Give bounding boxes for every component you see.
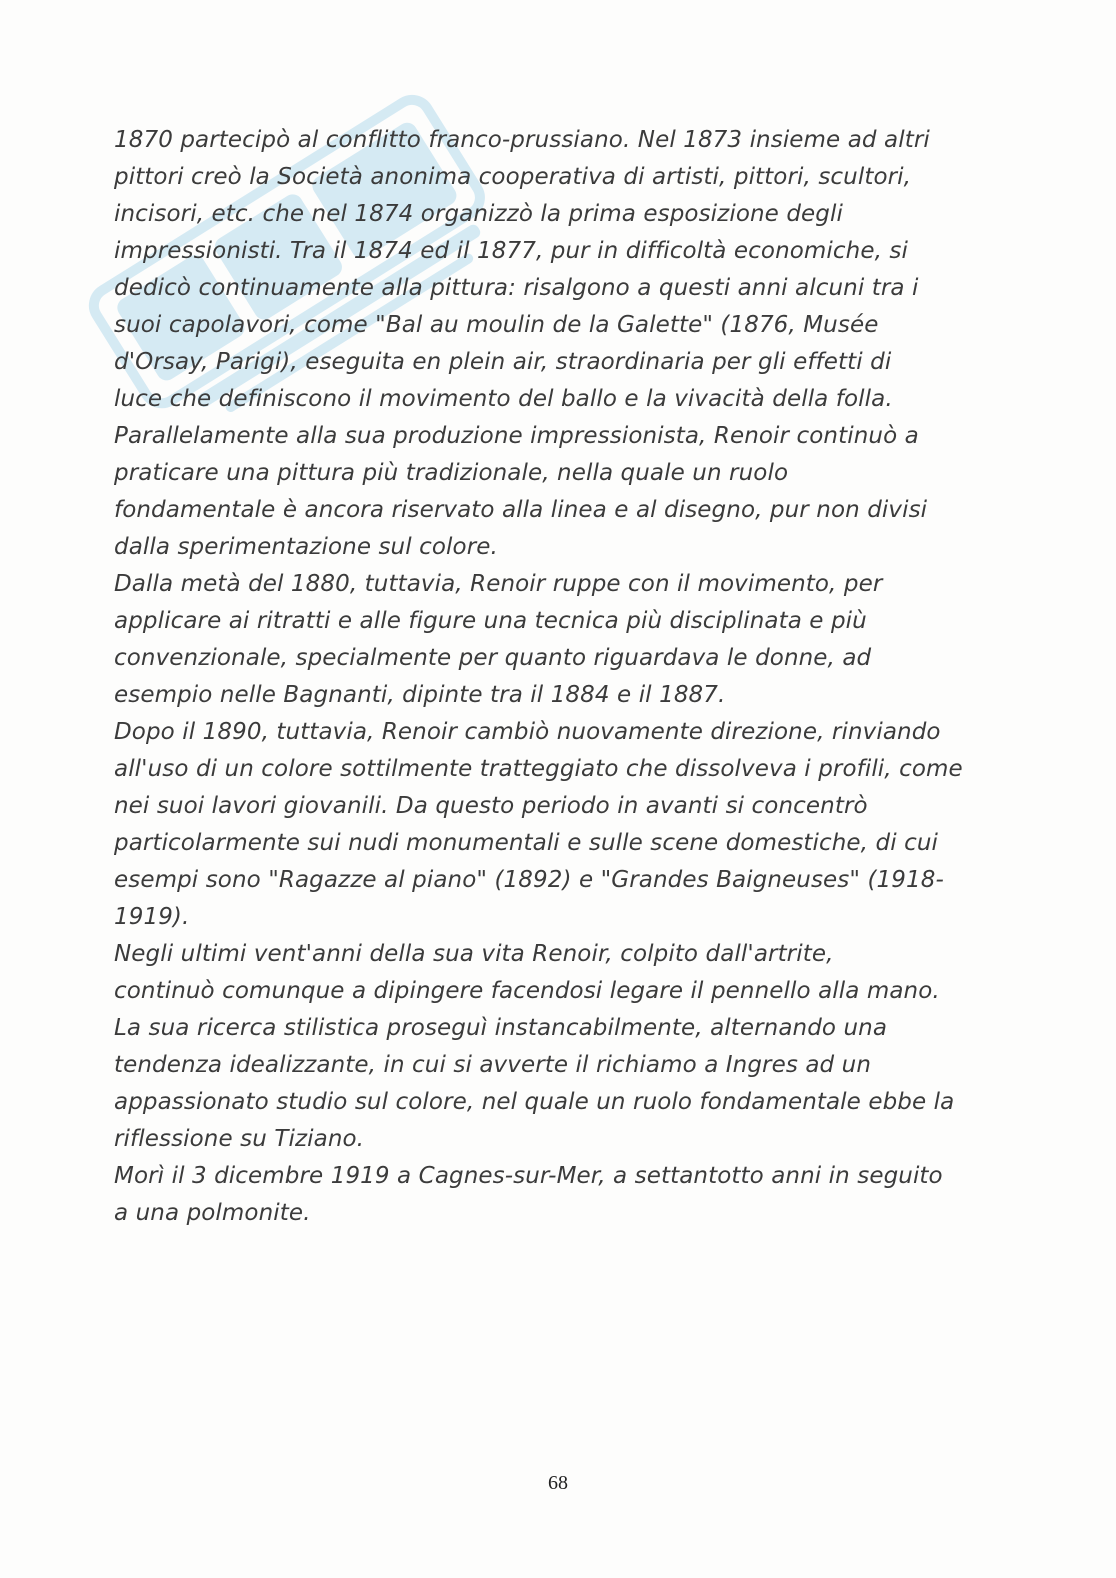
text-line: La sua ricerca stilistica proseguì instancabilmente, alternando una	[114, 1015, 888, 1041]
text-line: nei suoi lavori giovanili. Da questo periodo in avanti si concentrò	[114, 793, 868, 819]
text-line: 1870 partecipò al conflitto franco-prussiano. Nel 1873 insieme ad altri	[114, 127, 930, 153]
text-line: fondamentale è ancora riservato alla linea e al disegno, pur non divisi	[114, 497, 928, 523]
text-line: 1919).	[114, 904, 190, 930]
text-line: suoi capolavori, come "Bal au moulin de la Galette" (1876, Musée	[114, 312, 879, 338]
text-line: riflessione su Tiziano.	[114, 1126, 365, 1152]
text-line: dedicò continuamente alla pittura: risalgono a questi anni alcuni tra i	[114, 275, 919, 301]
text-line: all'uso di un colore sottilmente tratteggiato che dissolveva i profili, come	[114, 756, 963, 782]
text-line: applicare ai ritratti e alle figure una tecnica più disciplinata e più	[114, 608, 867, 634]
document-body	[114, 122, 1014, 1232]
text-line: praticare una pittura più tradizionale, nella quale un ruolo	[114, 460, 789, 486]
text-line: appassionato studio sul colore, nel quale un ruolo fondamentale ebbe la	[114, 1089, 955, 1115]
page-number: 68	[548, 1472, 568, 1494]
text-line: Negli ultimi vent'anni della sua vita Renoir, colpito dall'artrite,	[114, 941, 834, 967]
text-line: dalla sperimentazione sul colore.	[114, 534, 498, 560]
text-line: continuò comunque a dipingere facendosi legare il pennello alla mano.	[114, 978, 940, 1004]
text-line: Morì il 3 dicembre 1919 a Cagnes-sur-Mer, a settantotto anni in seguito	[114, 1163, 943, 1189]
text-line: luce che definiscono il movimento del ballo e la vivacità della folla.	[114, 386, 893, 412]
text-line: convenzionale, specialmente per quanto riguardava le donne, ad	[114, 645, 872, 671]
text-line: Dalla metà del 1880, tuttavia, Renoir ruppe con il movimento, per	[114, 571, 883, 597]
text-line: Dopo il 1890, tuttavia, Renoir cambiò nuovamente direzione, rinviando	[114, 719, 941, 745]
text-line: tendenza idealizzante, in cui si avverte il richiamo a Ingres ad un	[114, 1052, 872, 1078]
text-line: Parallelamente alla sua produzione impressionista, Renoir continuò a	[114, 423, 919, 449]
text-line: pittori creò la Società anonima cooperativa di artisti, pittori, scultori,	[114, 164, 912, 190]
text-line: d'Orsay, Parigi), eseguita en plein air, straordinaria per gli effetti di	[114, 349, 892, 375]
text-line: incisori, etc. che nel 1874 organizzò la prima esposizione degli	[114, 201, 843, 227]
text-line: impressionisti. Tra il 1874 ed il 1877, pur in difficoltà economiche, si	[114, 238, 908, 264]
text-line: esempio nelle Bagnanti, dipinte tra il 1884 e il 1887.	[114, 682, 726, 708]
text-line: a una polmonite.	[114, 1200, 311, 1226]
text-line: esempi sono "Ragazze al piano" (1892) e "Grandes Baigneuses" (1918-	[114, 867, 944, 893]
text-line: particolarmente sui nudi monumentali e sulle scene domestiche, di cui	[114, 830, 939, 856]
